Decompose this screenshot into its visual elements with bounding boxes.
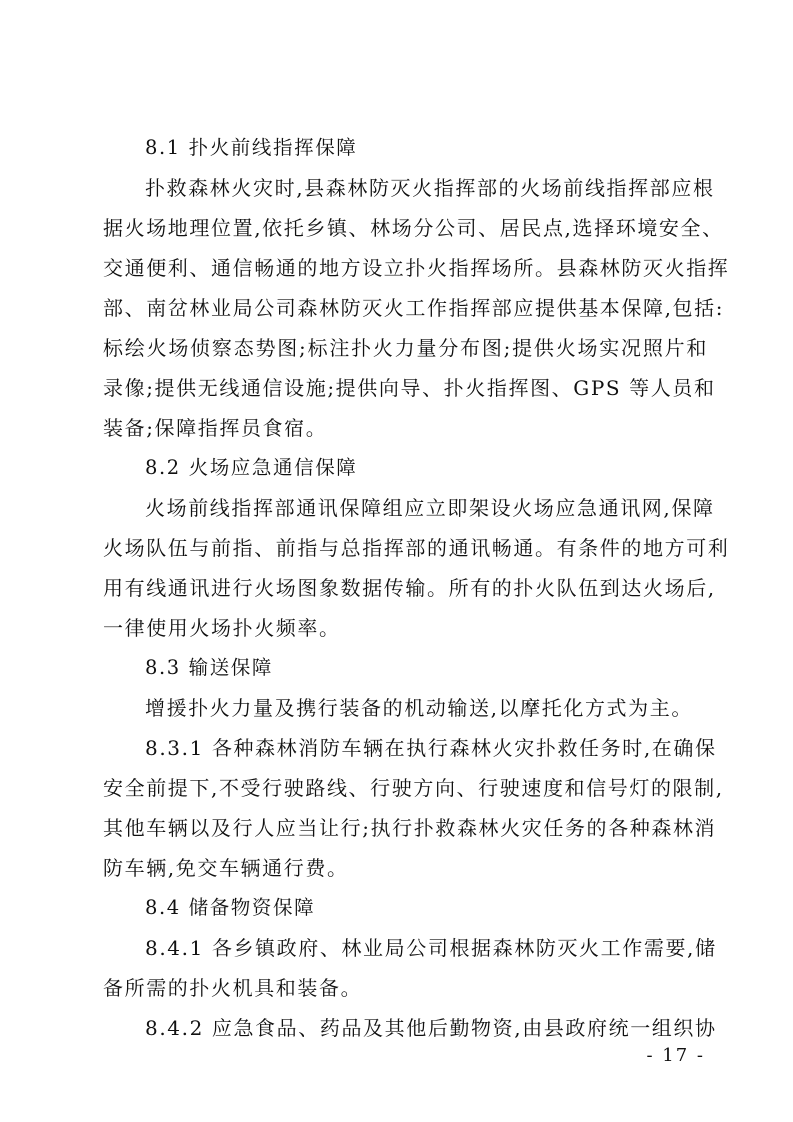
paragraph-line: 一律使用火场扑火频率。 xyxy=(103,616,341,640)
paragraph-line: 其他车辆以及行人应当让行;执行扑救森林火灾任务的各种森林消 xyxy=(103,816,717,840)
paragraph-line: 增援扑火力量及携行装备的机动输送,以摩托化方式为主。 xyxy=(145,696,693,720)
paragraph-line: 交通便利、通信畅通的地方设立扑火指挥场所。县森林防灭火指挥 xyxy=(103,256,730,280)
paragraph-line: 标绘火场侦察态势图;标注扑火力量分布图;提供火场实况照片和 xyxy=(103,336,708,360)
paragraph-line: 备所需的扑火机具和装备。 xyxy=(103,976,363,1000)
paragraph-line: 防车辆,免交车辆通行费。 xyxy=(103,856,349,880)
paragraph-line: 8.4.2 应急食品、药品及其他后勤物资,由县政府统一组织协 xyxy=(145,1016,717,1040)
paragraph-line: 8.4.1 各乡镇政府、林业局公司根据森林防灭火工作需要,储 xyxy=(145,936,717,960)
section-heading-8-1: 8.1 扑火前线指挥保障 xyxy=(145,136,358,159)
paragraph-line: 用有线通讯进行火场图象数据传输。所有的扑火队伍到达火场后, xyxy=(103,576,716,600)
paragraph-line: 8.3.1 各种森林消防车辆在执行森林火灾扑救任务时,在确保 xyxy=(145,736,717,760)
paragraph-line: 录像;提供无线通信设施;提供向导、扑火指挥图、GPS 等人员和 xyxy=(103,376,716,400)
page-number: - 17 - xyxy=(646,1045,705,1066)
section-heading-8-2: 8.2 火场应急通信保障 xyxy=(145,456,358,479)
document-body xyxy=(103,128,730,1048)
paragraph-line: 据火场地理位置,依托乡镇、林场分公司、居民点,选择环境安全、 xyxy=(103,216,724,240)
paragraph-line: 部、南岔林业局公司森林防灭火工作指挥部应提供基本保障,包括: xyxy=(103,296,725,320)
paragraph-line: 装备;保障指挥员食宿。 xyxy=(103,416,328,440)
section-heading-8-3: 8.3 输送保障 xyxy=(145,656,274,679)
section-heading-8-4: 8.4 储备物资保障 xyxy=(145,896,316,919)
paragraph-line: 安全前提下,不受行驶路线、行驶方向、行驶速度和信号灯的限制, xyxy=(103,776,724,800)
paragraph-line: 火场前线指挥部通讯保障组应立即架设火场应急通讯网,保障 xyxy=(145,496,715,520)
paragraph-line: 火场队伍与前指、前指与总指挥部的通讯畅通。有条件的地方可利 xyxy=(103,536,730,560)
paragraph-line: 扑救森林火灾时,县森林防灭火指挥部的火场前线指挥部应根 xyxy=(145,176,715,200)
